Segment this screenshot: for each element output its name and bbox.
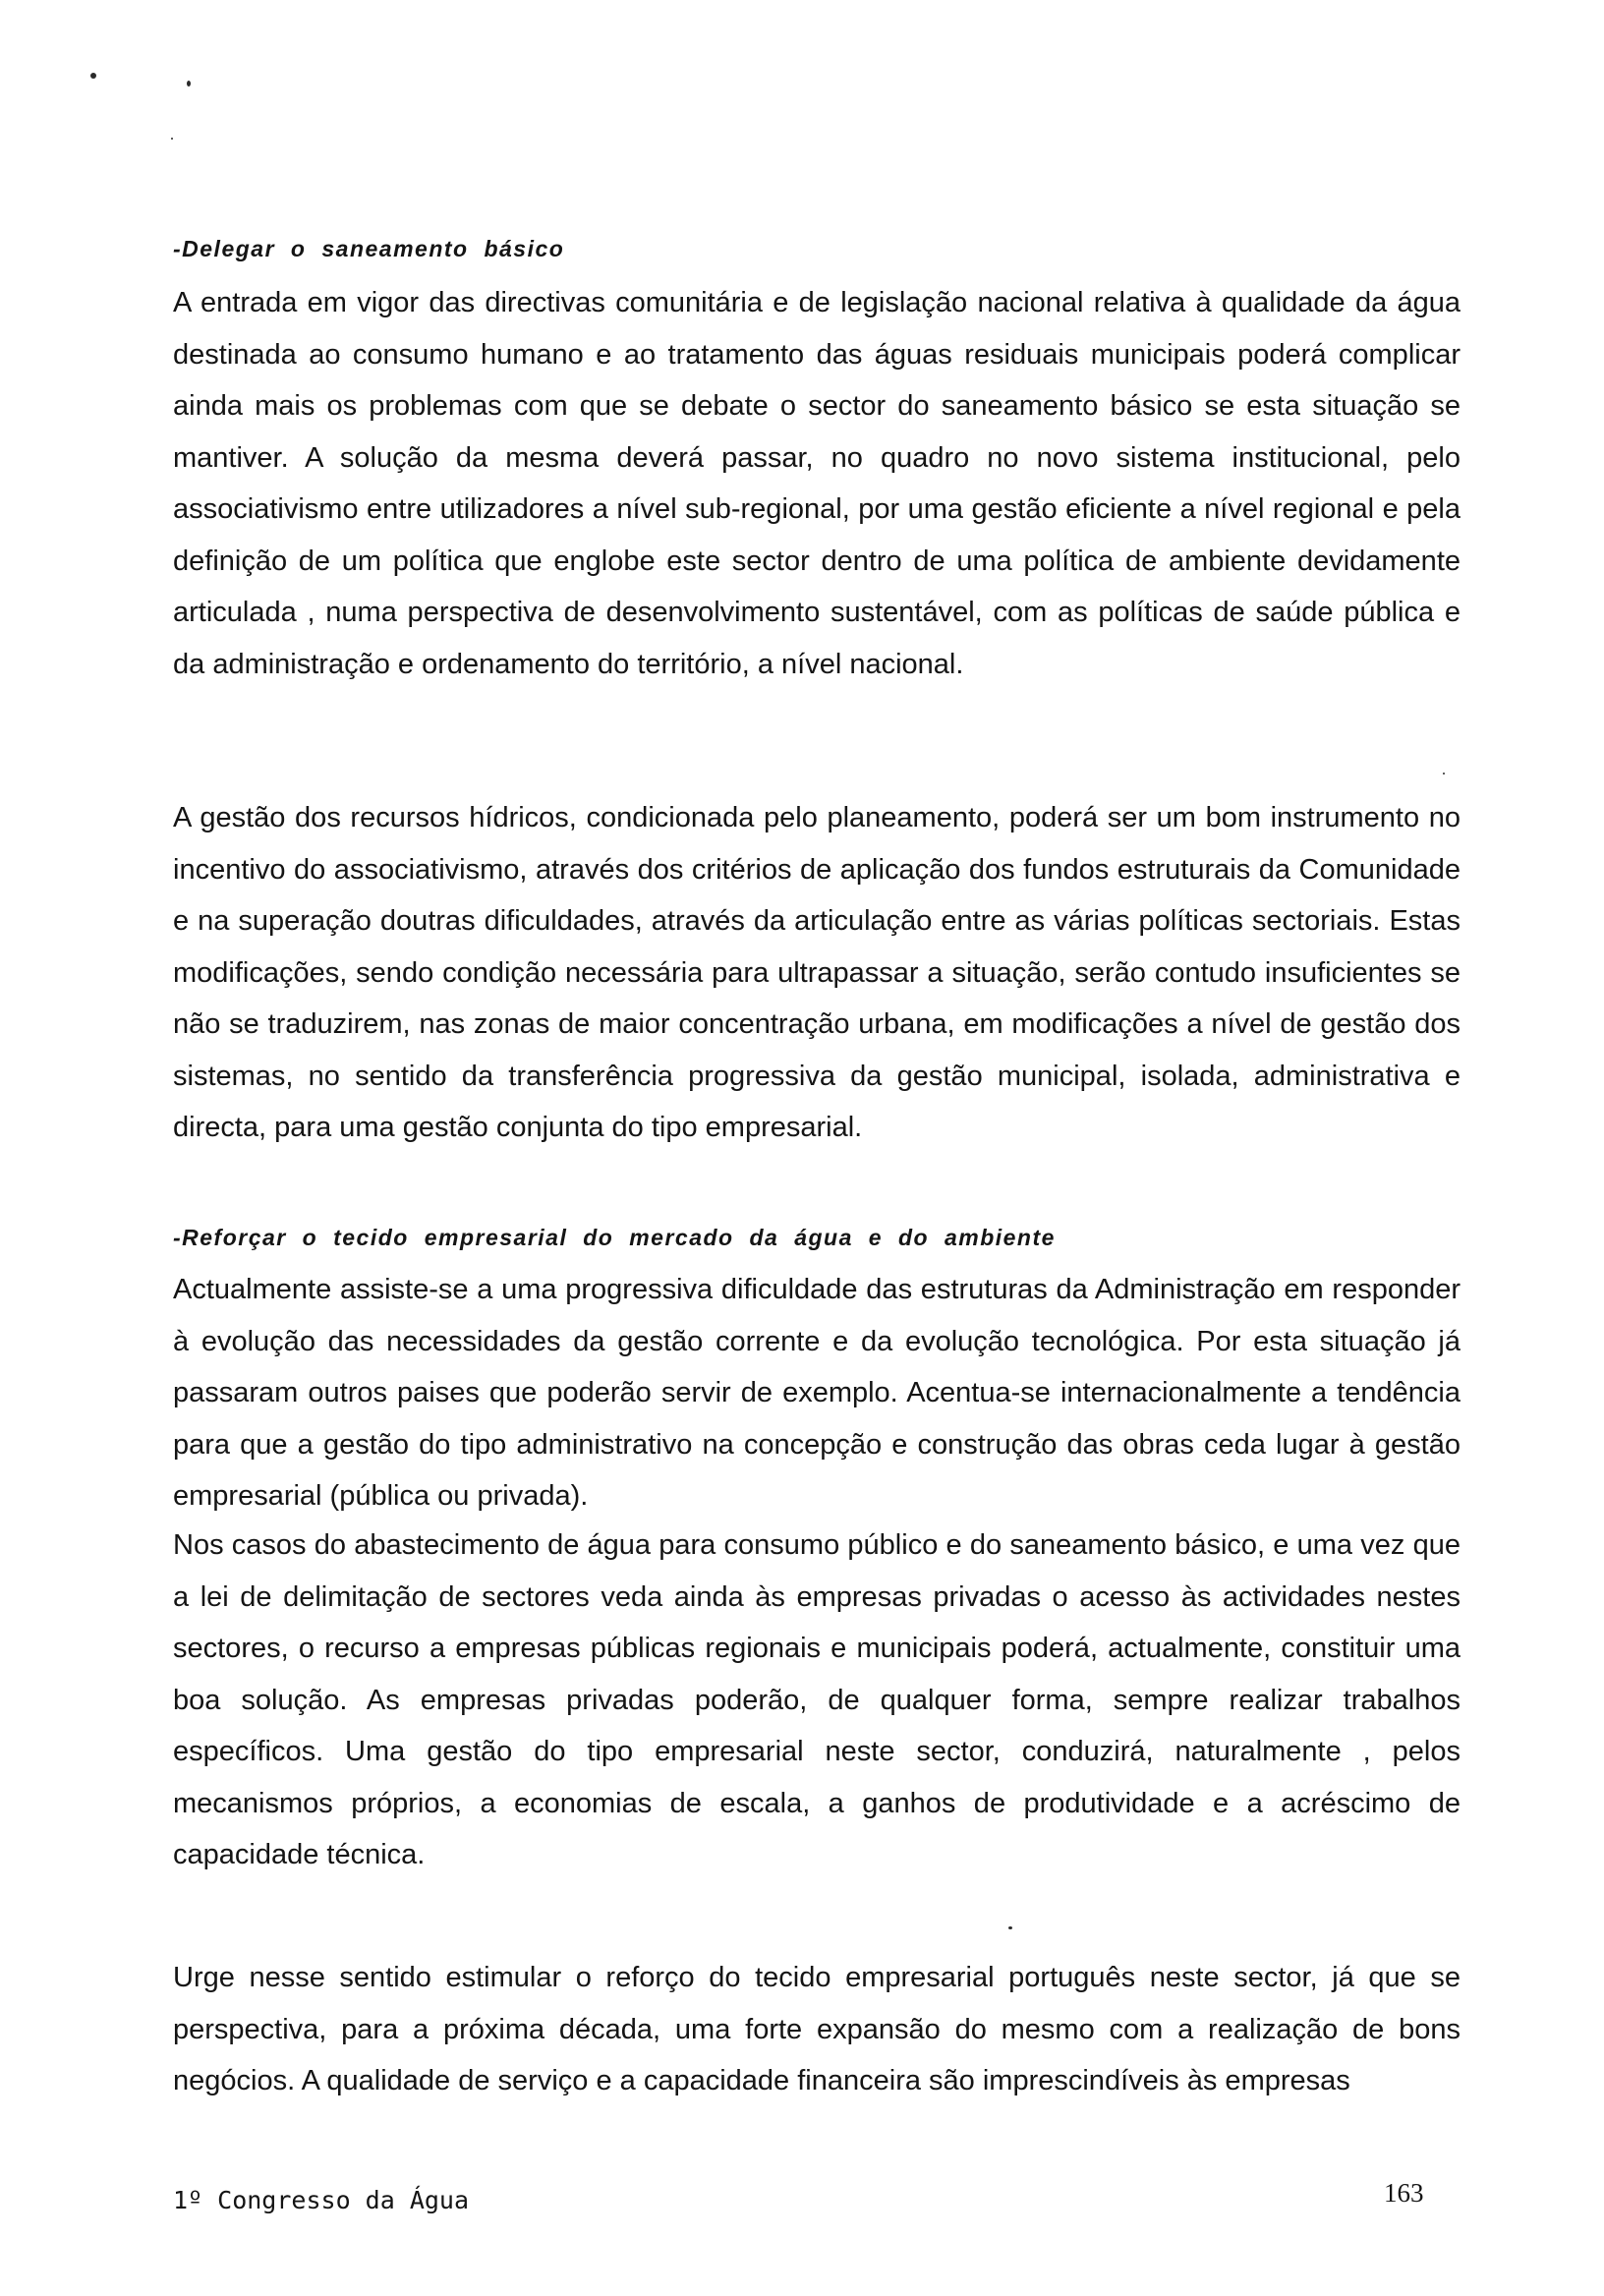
paragraph-abastecimento: Nos casos do abastecimento de água para consumo público e do saneamento básico, e uma vez que a lei de delimitação de sectores veda ainda às empresas privadas o acesso às actividades nestes sectores, o recurso a empresas públicas regionais e municipais poderá, actualmente, constituir uma boa solução. As empresas privadas poderão, de qualquer forma, sempre realizar trabalhos específicos. Uma gestão do tipo empresarial neste sector, conduzirá, naturalmente , pelos mecanismos próprios, a economias de escala, a ganhos de produtividade e a acréscimo de capacidade técnica. <box>173 1529 1461 1870</box>
scan-speck <box>171 138 173 140</box>
footer-conference-title: 1º Congresso da Água <box>173 2186 470 2214</box>
paragraph-actualmente: Actualmente assiste-se a uma progressiva dificuldade das estruturas da Administração em responder à evolução das necessidades da gestão corrente e da evolução tecnológica. Por esta situação já passaram outros paises que poderão servir de exemplo. Acentua-se internacionalmente a tendência para que a gestão do tipo administrativo na concepção e construção das obras ceda lugar à gestão empresarial (pública ou privada). <box>173 1274 1461 1512</box>
page-number: 163 <box>1384 2178 1424 2208</box>
paragraph-recursos-hidricos: A gestão dos recursos hídricos, condicionada pelo planeamento, poderá ser um bom instrumento no incentivo do associativismo, através dos critérios de aplicação dos fundos estruturais da Comunidade e na superação doutras dificuldades, através da articulação entre as várias políticas sectoriais. Estas modificações, sendo condição necessária para ultrapassar a situação, serão contudo insuficientes se não se traduzirem, nas zonas de maior concentração urbana, em modificações a nível de gestão dos sistemas, no sentido da transferência progressiva da gestão municipal, isolada, administrativa e directa, para uma gestão conjunta do tipo empresarial. <box>173 802 1461 1143</box>
section-heading-tecido-empresarial: -Reforçar o tecido empresarial do mercado da água e do ambiente <box>173 1225 1056 1250</box>
scan-speck <box>90 73 96 79</box>
scan-speck <box>187 81 191 86</box>
section-heading-saneamento: -Delegar o saneamento básico <box>173 236 565 261</box>
paragraph-urge: Urge nesse sentido estimular o reforço do tecido empresarial português neste sector, já que se perspectiva, para a próxima década, uma forte expansão do mesmo com a realização de bons negócios. A qualidade de serviço e a capacidade financeira são imprescindíveis às empresas <box>173 1962 1461 2096</box>
paragraph-directivas: A entrada em vigor das directivas comunitária e de legislação nacional relativa à qualidade da água destinada ao consumo humano e ao tratamento das águas residuais municipais poderá complicar ainda mais os problemas com que se debate o sector do saneamento básico se esta situação se mantiver. A solução da mesma deverá passar, no quadro no novo sistema institucional, pelo associativismo entre utilizadores a nível sub-regional, por uma gestão eficiente a nível regional e pela definição de um política que englobe este sector dentro de uma política de ambiente devidamente articulada , numa perspectiva de desenvolvimento sustentável, com as políticas de saúde pública e da administração e ordenamento do território, a nível nacional. <box>173 287 1461 680</box>
scan-speck <box>1008 1926 1012 1929</box>
scan-speck <box>1443 773 1445 775</box>
